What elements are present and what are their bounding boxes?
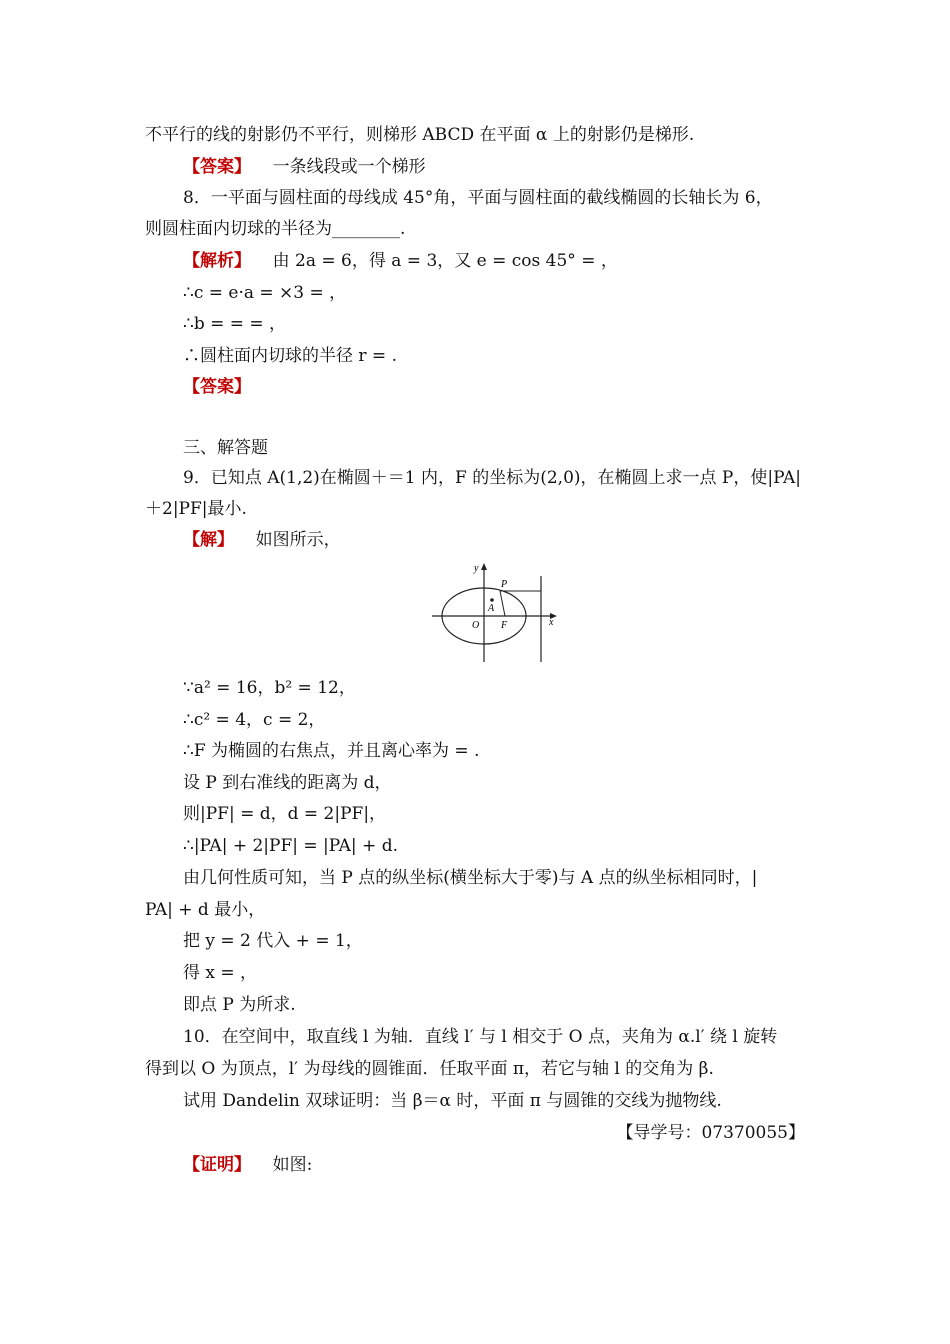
solution-line [183,528,848,552]
question-9-line-1: 9．已知点 A(1,2)在椭圆＋＝1 内，F 的坐标为(2,0)，在椭圆上求一点 P，使|PA| [183,468,801,488]
answer-tag: 【答案】 [183,157,251,177]
ellipse-figure [430,558,562,664]
point-a [490,598,494,602]
y-axis-arrow [481,563,487,570]
text-line: ∴|PA| + 2|PF| = |PA| + d. [183,836,398,856]
text-line: ∴c = e·a = ×3 = ， [183,283,347,303]
text-line: 不平行的线的射影仍不平行，则梯形 ABCD 在平面 α 上的射影仍是梯形. [145,125,695,145]
question-10-line-2: 得到以 O 为顶点，l′ 为母线的圆锥面．任取平面 π，若它与轴 l 的交角为 β. [145,1059,714,1079]
proof-line [183,1153,848,1177]
section-heading: 三、解答题 [183,438,268,458]
proof-text: 如图: [272,1155,313,1175]
text-line: 得 x = ， [183,963,258,983]
solution-tag: 【解】 [183,530,234,550]
text-line: ∴c² = 4，c = 2， [183,710,326,730]
label-a: A [488,603,495,614]
text-line: ∴圆柱面内切球的半径 r = . [183,346,397,366]
answer-line [183,375,848,399]
text-line: PA| + d 最小， [145,900,266,920]
label-x: x [549,617,554,628]
text-line: ∴b = = = ， [183,314,287,334]
text-line: 即点 P 为所求. [183,995,296,1015]
text-line: ∴F 为椭圆的右焦点，并且离心率为 = . [183,741,480,761]
text-line: 由几何性质可知，当 P 点的纵坐标(横坐标大于零)与 A 点的纵坐标相同时，| [183,868,758,888]
answer-tag: 【答案】 [183,377,251,397]
question-10-line-1: 10．在空间中，取直线 l 为轴．直线 l′ 与 l 相交于 O 点，夹角为 α.l′ 绕 l 旋转 [183,1027,778,1047]
solution-text: 如图所示， [255,530,341,550]
label-y: y [474,563,479,574]
guide-number: 【导学号：07370055】 [616,1123,805,1143]
label-f: F [501,620,508,631]
question-8-line-1: 8．一平面与圆柱面的母线成 45°角，平面与圆柱面的截线椭圆的长轴长为 6， [183,188,773,208]
question-8-line-2: 则圆柱面内切球的半径为________. [145,219,406,239]
analysis-text: 由 2a = 6，得 a = 3，又 e = cos 45° = ， [272,251,618,271]
text-line: 设 P 到右准线的距离为 d， [183,773,392,793]
analysis-line [183,249,848,273]
text-line: ∵a² = 16，b² = 12， [183,678,356,698]
text-line: 则|PF| = d，d = 2|PF|， [183,804,387,824]
label-o: O [472,620,480,631]
question-9-line-2: ＋2|PF|最小. [145,499,247,519]
answer-line [183,155,848,179]
segment-p-to-f [500,591,505,616]
answer-text: 一条线段或一个梯形 [272,157,426,177]
proof-tag: 【证明】 [183,1155,251,1175]
question-10-line-3: 试用 Dandelin 双球证明：当 β＝α 时，平面 π 与圆锥的交线为抛物线. [183,1091,722,1111]
text-line: 把 y = 2 代入 + = 1， [183,931,363,951]
analysis-tag: 【解析】 [183,251,251,271]
label-p: P [501,579,508,590]
